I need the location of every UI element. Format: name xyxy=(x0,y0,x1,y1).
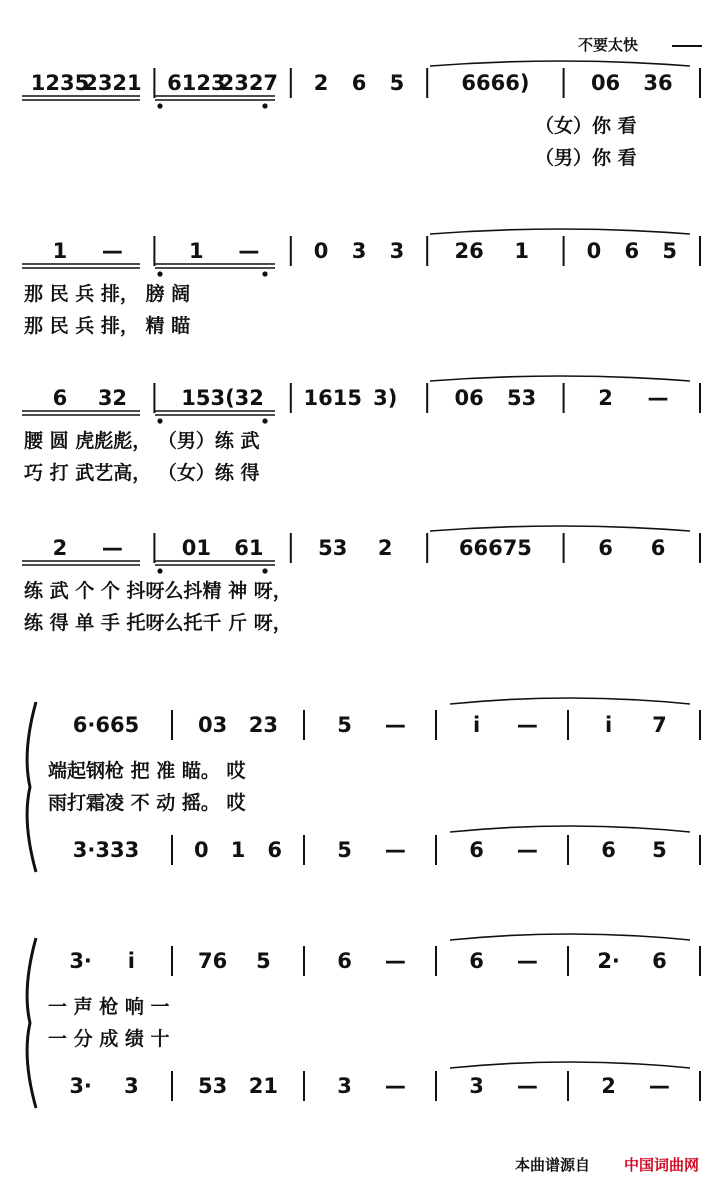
system-brace xyxy=(27,938,36,1108)
octave-dot xyxy=(157,568,162,573)
note-group: — xyxy=(648,1074,670,1098)
note-group: 5 xyxy=(256,949,271,973)
note-group: 53 xyxy=(507,386,537,410)
lyric-line-female: 腰 圆 虎彪彪， （男）练 武 xyxy=(24,430,260,452)
lyric-line-female: 端起钢枪 把 准 瞄。 哎 xyxy=(48,760,246,782)
note-group: 0 xyxy=(194,838,209,862)
lyric-line-female: 一 声 枪 响 一 xyxy=(48,996,170,1018)
note-group: 5 xyxy=(652,838,667,862)
octave-dot xyxy=(262,418,267,423)
note-group: — xyxy=(516,838,538,862)
octave-dot xyxy=(157,418,162,423)
slur xyxy=(430,526,690,531)
slur xyxy=(450,698,690,704)
note-group: 3·333 xyxy=(72,838,140,862)
note-group: 6·665 xyxy=(72,713,140,737)
note-group: — xyxy=(516,713,538,737)
octave-dot xyxy=(157,271,162,276)
note-group: — xyxy=(647,386,669,410)
note-group: 76 xyxy=(197,949,228,973)
note-group: 1615 xyxy=(303,386,362,410)
note-group: 26 xyxy=(454,239,484,263)
note-group: 6 xyxy=(267,838,282,862)
note-group: 01 xyxy=(181,536,211,560)
tempo-extension-line xyxy=(672,45,702,47)
note-group: — xyxy=(516,949,538,973)
note-group: 6 xyxy=(624,239,640,263)
note-group: 1 xyxy=(230,838,246,862)
note-group: 7 xyxy=(652,713,667,737)
lyric-line-female: 练 武 个 个 抖呀么抖精 神 呀， xyxy=(24,580,292,602)
note-group: 6 xyxy=(52,386,68,410)
note-group: 6 xyxy=(337,949,352,973)
note-group: 06 xyxy=(454,386,484,410)
note-group: 6 xyxy=(650,536,666,560)
note-group: i xyxy=(473,713,481,737)
slur xyxy=(450,1062,690,1068)
lyric-line-male: （男）你 看 xyxy=(535,147,637,169)
note-group: i xyxy=(127,949,135,973)
slur xyxy=(450,826,690,832)
note-group: 2 xyxy=(313,71,329,95)
note-group: 3 xyxy=(469,1074,484,1098)
note-group: — xyxy=(516,1074,538,1098)
note-group: 32 xyxy=(97,386,128,410)
note-group: 2· xyxy=(597,949,620,973)
note-group: 6 xyxy=(469,838,484,862)
note-group: — xyxy=(384,1074,406,1098)
note-group: 2 xyxy=(52,536,68,560)
note-group: 3) xyxy=(373,386,398,410)
note-group: 0 xyxy=(586,239,602,263)
slur xyxy=(450,934,690,940)
note-group: — xyxy=(384,838,406,862)
octave-dot xyxy=(157,103,162,108)
note-group: 21 xyxy=(248,1074,279,1098)
note-group: 53 xyxy=(197,1074,228,1098)
note-group: 2321 xyxy=(83,71,142,95)
note-group: — xyxy=(238,239,260,263)
note-group: 3 xyxy=(351,239,367,263)
lyric-line-male: 练 得 单 手 托呀么托千 斤 呀， xyxy=(24,612,292,634)
note-group: 5 xyxy=(337,713,352,737)
note-group: 6 xyxy=(601,838,616,862)
note-group: 23 xyxy=(248,713,279,737)
source-label: 本曲谱源自 xyxy=(515,1156,591,1174)
note-group: 3· xyxy=(69,949,92,973)
lyric-line-male: 一 分 成 绩 十 xyxy=(48,1028,170,1050)
note-group: — xyxy=(101,536,123,560)
note-group: 6 xyxy=(598,536,613,560)
note-group: — xyxy=(384,713,406,737)
note-group: 66675 xyxy=(458,536,532,560)
note-group: i xyxy=(605,713,613,737)
note-group: 6666) xyxy=(461,71,530,95)
tempo-marking: 不要太快 xyxy=(578,36,639,54)
lyric-line-female: （女）你 看 xyxy=(535,115,637,137)
note-group: 5 xyxy=(337,838,352,862)
note-group: 2 xyxy=(598,386,613,410)
note-group: 06 xyxy=(590,71,621,95)
note-group: 2 xyxy=(377,536,393,560)
octave-dot xyxy=(262,568,267,573)
note-group: 3· xyxy=(69,1074,92,1098)
slur xyxy=(430,229,690,234)
note-group: 61 xyxy=(234,536,264,560)
note-group: 1 xyxy=(189,239,204,263)
note-group: 53 xyxy=(318,536,348,560)
note-group: 1235 xyxy=(30,71,90,95)
note-group: — xyxy=(101,239,123,263)
lyric-line-male: 雨打霜凌 不 动 摇。 哎 xyxy=(48,792,246,814)
note-group: 6 xyxy=(469,949,484,973)
system-brace xyxy=(27,702,36,872)
note-group: 5 xyxy=(389,71,405,95)
lyric-line-male: 那 民 兵 排， 精 瞄 xyxy=(24,315,191,337)
octave-dot xyxy=(262,271,267,276)
note-group: — xyxy=(384,949,406,973)
note-group: 3 xyxy=(389,239,405,263)
note-group: 1 xyxy=(52,239,68,263)
note-group: 6123 xyxy=(167,71,226,95)
note-group: 2 xyxy=(601,1074,616,1098)
note-group: 36 xyxy=(643,71,673,95)
octave-dot xyxy=(262,103,267,108)
note-group: 03 xyxy=(197,713,228,737)
note-group: 153(32 xyxy=(181,386,264,410)
note-group: 3 xyxy=(337,1074,352,1098)
lyric-line-male: 巧 打 武艺高， （女）练 得 xyxy=(24,462,260,484)
note-group: 2327 xyxy=(219,71,279,95)
note-group: 6 xyxy=(351,71,367,95)
site-name[interactable]: 中国词曲网 xyxy=(624,1156,700,1174)
lyric-line-female: 那 民 兵 排， 膀 阔 xyxy=(24,283,191,305)
note-group: 0 xyxy=(313,239,329,263)
note-group: 5 xyxy=(662,239,678,263)
note-group: 1 xyxy=(514,239,529,263)
slur xyxy=(430,61,690,66)
note-group: 3 xyxy=(124,1074,139,1098)
slur xyxy=(430,376,690,381)
note-group: 6 xyxy=(652,949,667,973)
